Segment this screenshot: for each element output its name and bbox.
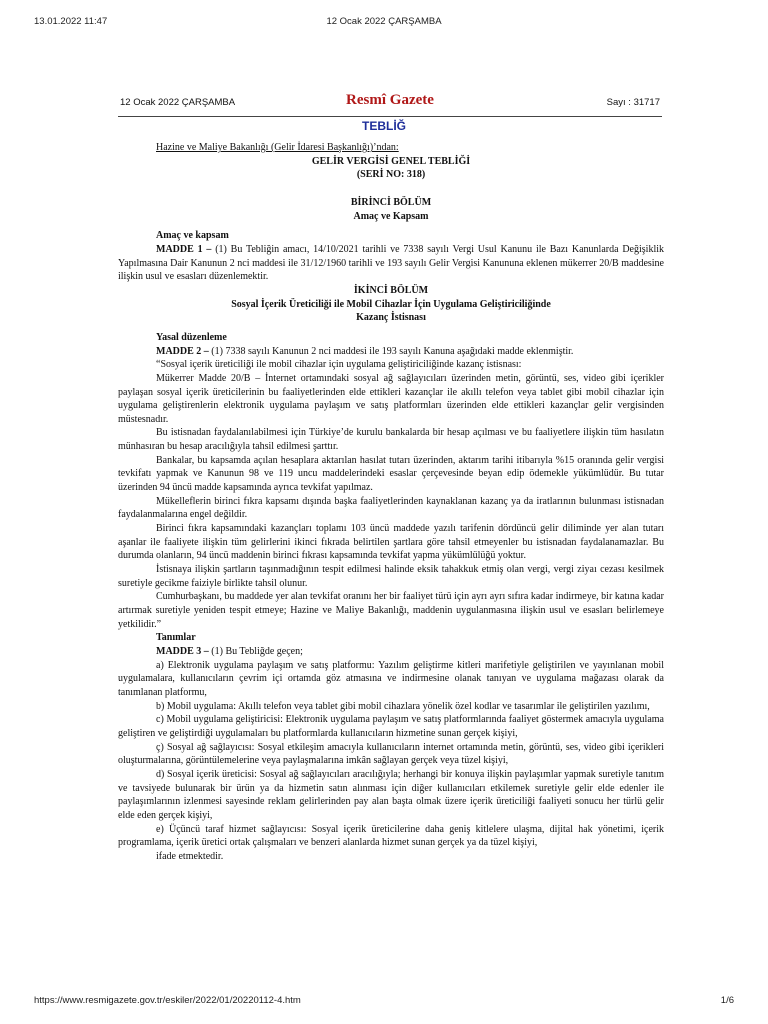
quote-paragraph: Cumhurbaşkanı, bu maddede yer alan tevkifat oranını her bir faaliyet türü için ayrı ayrı sıfıra kadar indirmeye, bir katına kadar artırmak suretiyle yeniden tespit etmeye; Hazine ve Maliye Bakanlığı, maddenin uygulanmasına ilişkin usul ve esasları belirlemeye yetkilidir.” — [118, 591, 664, 630]
quote-paragraph: Mükerrer Madde 20/B – İnternet ortamındaki sosyal ağ sağlayıcıları üzerinden metin, görüntü, ses, video gibi içerikler paylaşan sosyal içerik üreticilerinin bu faaliyetlerinden elde ettikleri kazançlar ile akıllı telefon veya tablet gibi mobil cihazlar için uygulama geliştirenlerin elektronik uygulama paylaşım ve satış platformları üzerinden elde ettikleri kazançlar gelir vergisinden müstesnadır. — [118, 372, 664, 425]
definition-item: b) Mobil uygulama: Akıllı telefon veya tablet gibi mobil cihazlara yönelik özel kodlar ve tasarımlar ile geliştirilen yazılımı, — [156, 700, 650, 712]
part1-subheading: Amaç ve Kapsam — [353, 210, 429, 222]
part2-subheading-line1: Sosyal İçerik Üreticiliği ile Mobil Cihazlar İçin Uygulama Geliştiriciliğinde — [231, 298, 551, 310]
article2-paragraph — [118, 345, 664, 359]
definition-item: d) Sosyal içerik üreticisi: Sosyal ağ sağlayıcıları aracılığıyla; herhangi bir konuya ilişkin paylaşımlar yapmak suretiyle tanıtım ve tavsiyede bulunarak bir ürün ya da hizmetin satın alınması için diğer kullanıcıları etkilemek suretiyle gelir elde edenler ile paylaşımlarının izlenmesi sayesinde reklam gelirlerinden pay alan başta olmak üzere içerik üreticiliği faaliyeti sonucu her türlü gelir elde eden gerçek kişiyi, — [118, 768, 664, 821]
print-url: https://www.resmigazete.gov.tr/eskiler/2022/01/20220112-4.htm — [34, 995, 301, 1006]
article1-text: (1) Bu Tebliğin amacı, 14/10/2021 tarihli ve 7338 sayılı Vergi Usul Kanunu ile Bazı Kanunlarda Değişiklik Yapılmasına Dair Kanunun 2 nci maddesi ile 31/12/1960 tarihli ve 193 sayılı Gelir Vergisi Kanununa eklenen mükerrer 20/B maddesine ilişkin usul ve esasları düzenlemektir. — [118, 243, 664, 283]
print-page-number: 1/6 — [720, 995, 734, 1006]
quote-paragraph: Bu istisnadan faydalanılabilmesi için Türkiye’de kurulu bankalarda bir hesap açılması ve bu faaliyetlere ilişkin tüm hasılatın münhasıran bu hesap aracılığıyla tahsil edilmesi şarttır. — [118, 427, 664, 453]
article2-label: MADDE 2 – — [156, 345, 209, 357]
gazette-issue-number: Sayı : 31717 — [606, 97, 660, 108]
article2-side-title: Yasal düzenleme — [156, 331, 227, 343]
section-title: TEBLİĞ — [362, 119, 406, 133]
article3-label: MADDE 3 – — [156, 645, 209, 657]
definition-item: a) Elektronik uygulama paylaşım ve satış platformu: Yazılım geliştirme kitleri marifetiyle geliştirilen ve yayınlanan mobil uygulamalara, kullanıcıların çevrim içi ortamda göz atmasına ve indirmesine olanak tanıyan ve uygulama mağazası olarak da tanımlanan platformu, — [118, 659, 664, 698]
definition-item: ç) Sosyal ağ sağlayıcısı: Sosyal etkileşim amacıyla kullanıcıların internet ortamında metin, görüntü, ses, video gibi içerikleri oluşturmalarına, görüntülemelerine veya paylaşmalarına imkân sağlayan gerçek veya tüzel kişiyi, — [118, 741, 664, 767]
article1-paragraph — [118, 243, 664, 284]
article3-side-title: Tanımlar — [156, 632, 196, 644]
document-title: GELİR VERGİSİ GENEL TEBLİĞİ — [311, 155, 471, 167]
print-page-title: 12 Ocak 2022 ÇARŞAMBA — [326, 16, 442, 27]
part1-heading: BİRİNCİ BÖLÜM — [350, 196, 432, 208]
definition-item: c) Mobil uygulama geliştiricisi: Elektronik uygulama paylaşım ve satış platformlarında faaliyet göstermek amacıyla uygulama geliştiren ve geliştirdiği uygulamaları bu platformlarda kullanıcıların hizmetine sunan gerçek kişiyi, — [118, 714, 664, 739]
article3-paragraph — [118, 645, 664, 659]
gazette-date: 12 Ocak 2022 ÇARŞAMBA — [120, 97, 236, 108]
article3-text: (1) Bu Tebliğde geçen; — [208, 645, 303, 657]
issuing-ministry: Hazine ve Maliye Bakanlığı (Gelir İdaresi Başkanlığı)’ndan: — [156, 142, 399, 153]
article2-text: (1) 7338 sayılı Kanunun 2 nci maddesi ile 193 sayılı Kanuna aşağıdaki madde eklenmiştir. — [208, 345, 574, 357]
quote-paragraph: Mükelleflerin birinci fıkra kapsamı dışında başka faaliyetlerinden kaynaklanan kazanç ya da iratlarının bulunması istisnadan faydalanmalarına engel değildir. — [118, 495, 664, 521]
print-datetime: 13.01.2022 11:47 — [34, 16, 108, 27]
document-series: (SERİ NO: 318) — [356, 169, 426, 181]
article1-label: MADDE 1 – — [156, 243, 212, 255]
quote-paragraph: İstisnaya ilişkin şartların taşınmadığının tespit edilmesi halinde eksik tahakkuk etmiş olan vergi, vergi ziyaı cezası kesilmek suretiyle gecikme faiziyle birlikte tahsil olunur. — [118, 564, 664, 589]
gazette-title: Resmî Gazete — [346, 92, 434, 108]
gazette-header — [118, 92, 662, 117]
definitions-closing: ifade etmektedir. — [156, 850, 224, 862]
part2-heading: İKİNCİ BÖLÜM — [353, 284, 429, 296]
document-body — [118, 141, 664, 863]
quote-paragraph: Birinci fıkra kapsamındaki kazançları toplamı 103 üncü maddede yazılı tarifenin dördüncü gelir diliminde yer alan tutarı aşanlar ile faaliyete ilişkin tüm gelirlerini ikinci fıkrada belirtilen şartlara göre tahsil etmeyenler bu istisnadan faydalanamazlar. Bu durumda olanların, 94 üncü maddenin birinci fıkrası kapsamında tevkifat yapma yükümlülüğü yoktur. — [118, 523, 664, 562]
part2-subheading-line2: Kazanç İstisnası — [356, 312, 426, 324]
article1-side-title: Amaç ve kapsam — [156, 230, 229, 242]
definition-item: e) Üçüncü taraf hizmet sağlayıcısı: Sosyal içerik üreticilerine daha geniş kitlelere ulaşma, dijital hak yönetimi, içerik programlama, içerik üretici ortak çalışmaları ve benzeri alanlarda hizmet sunan gerçek ya da tüzel kişiyi, — [118, 823, 664, 849]
quote-title: “Sosyal içerik üreticiliği ile mobil cihazlar için uygulama geliştiriciliğinde kazanç istisnası: — [156, 359, 522, 371]
quote-paragraph: Bankalar, bu kapsamda açılan hesaplara aktarılan hasılat tutarı üzerinden, aktarım tarihi itibarıyla %15 oranında gelir vergisi tevkifatı yapmak ve Kanunun 98 ve 119 uncu maddelerindeki esaslar çerçevesinde beyan edip ödemekle yükümlüdür. Bu tutar üzerinden 94 üncü madde kapsamında ayrıca tevkifat yapılmaz. — [118, 454, 664, 494]
